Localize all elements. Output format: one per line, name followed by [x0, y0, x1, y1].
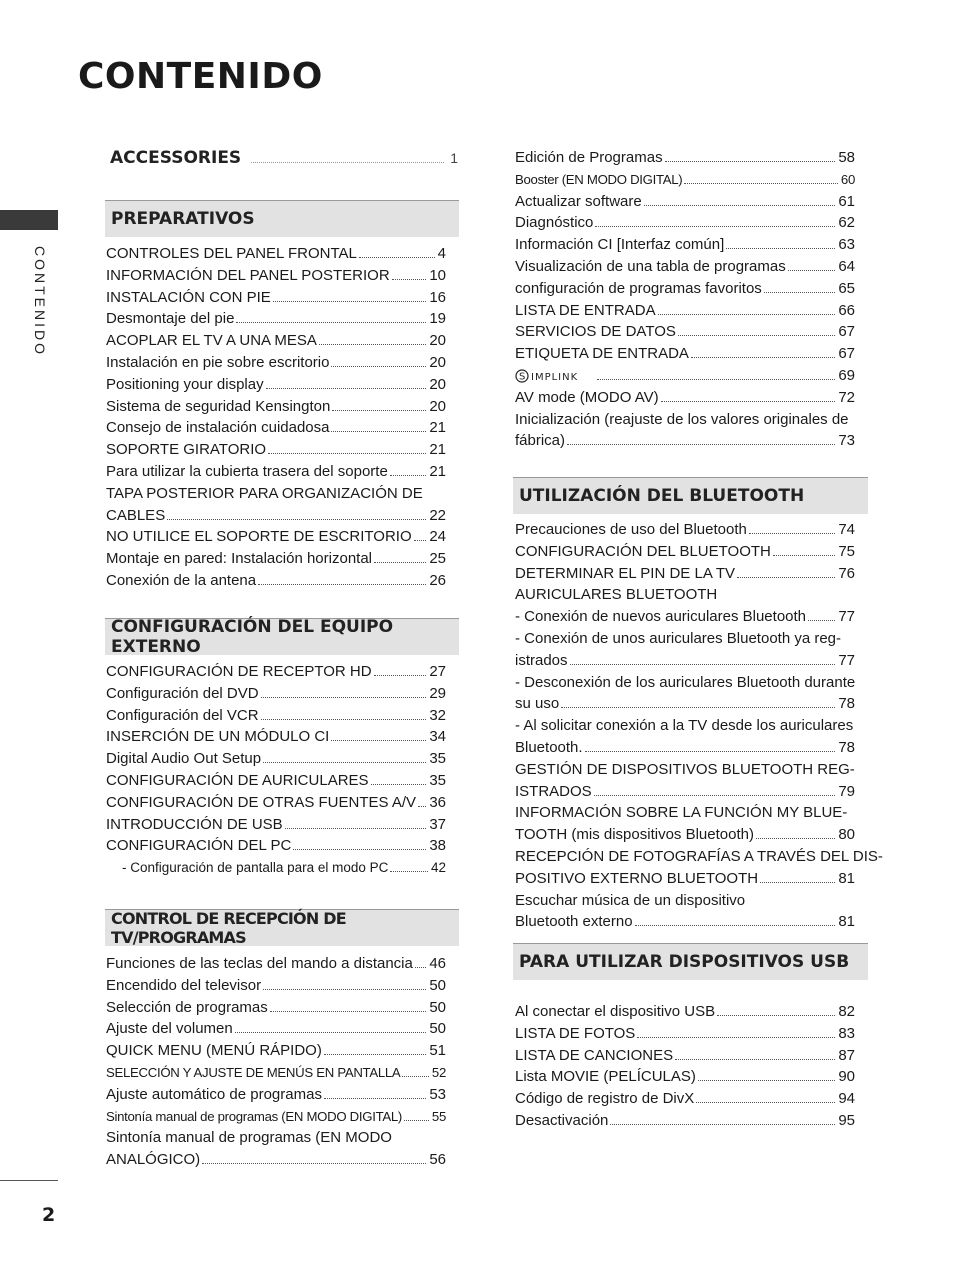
- toc-entry-accessories[interactable]: [110, 148, 458, 168]
- dot-leader: [678, 335, 835, 336]
- toc-entry-page: 38: [429, 837, 446, 855]
- dot-leader: [235, 1032, 427, 1033]
- toc-entry-page: 26: [429, 571, 446, 589]
- toc-entry[interactable]: [515, 147, 855, 169]
- toc-entry[interactable]: [515, 409, 855, 453]
- dot-leader: [251, 162, 444, 163]
- toc-entry-label: CONFIGURACIÓN DE OTRAS FUENTES A/V: [106, 793, 417, 811]
- toc-entry-label: fábrica): [515, 432, 566, 450]
- side-tab-marker: [0, 210, 58, 230]
- toc-entry-page: 21: [429, 462, 446, 480]
- toc-entry[interactable]: [106, 396, 446, 418]
- toc-entry-label: ACOPLAR EL TV A UNA MESA: [106, 332, 317, 350]
- toc-entry[interactable]: [515, 234, 855, 256]
- toc-entry[interactable]: [106, 330, 446, 352]
- dot-leader: [561, 707, 835, 708]
- toc-entry-label-line1: TAPA POSTERIOR PARA ORGANIZACIÓN DE: [106, 484, 423, 502]
- toc-entry-label: CONFIGURACIÓN DEL PC: [106, 837, 292, 855]
- toc-entry[interactable]: [106, 683, 446, 705]
- toc-entry[interactable]: [515, 1110, 855, 1132]
- section-heading-control-tv: CONTROL DE RECEPCIÓN DE TV/PROGRAMAS: [105, 909, 459, 946]
- toc-entry-page: 66: [838, 301, 855, 319]
- dot-leader: [610, 1124, 835, 1125]
- toc-entry-page: 75: [838, 542, 855, 560]
- toc-entry-label: su uso: [515, 695, 560, 713]
- toc-entry[interactable]: [106, 1062, 446, 1084]
- toc-entry-label: DETERMINAR EL PIN DE LA TV: [515, 564, 736, 582]
- toc-entry-page: 4: [437, 245, 446, 262]
- dot-leader: [749, 533, 835, 534]
- toc-entry-label-line1: Inicialización (reajuste de los valores originales de: [515, 410, 849, 428]
- page-number: 2: [42, 1204, 56, 1226]
- toc-entry-label: Digital Audio Out Setup: [106, 750, 262, 768]
- section-heading-preparativos: PREPARATIVOS: [105, 200, 459, 237]
- dot-leader: [285, 828, 427, 829]
- toc-entry-label: CONFIGURACIÓN DEL BLUETOOTH: [515, 542, 771, 560]
- toc-list-usb: [515, 1001, 855, 1132]
- toc-entry[interactable]: [106, 439, 446, 461]
- toc-entry[interactable]: [106, 661, 446, 683]
- toc-entry-label: LISTA DE ENTRADA: [515, 301, 656, 319]
- dot-leader: [261, 719, 427, 720]
- toc-entry[interactable]: [106, 548, 446, 570]
- toc-entry-label: - Conexión de nuevos auriculares Bluetooth: [515, 608, 807, 626]
- dot-leader: [258, 584, 426, 585]
- toc-entry-page: 78: [838, 695, 855, 713]
- toc-entry-label: Montaje en pared: Instalación horizontal: [106, 550, 373, 568]
- toc-entry-label: ANALÓGICO): [106, 1151, 201, 1169]
- dot-leader: [266, 388, 427, 389]
- dot-leader: [374, 675, 427, 676]
- toc-entry-label: Información CI [Interfaz común]: [515, 236, 725, 254]
- dot-leader: [371, 784, 427, 785]
- toc-entry[interactable]: [106, 997, 446, 1019]
- toc-entry-page: 20: [429, 397, 446, 415]
- toc-entry[interactable]: [515, 191, 855, 213]
- toc-entry-label: AV mode (MODO AV): [515, 388, 659, 406]
- toc-entry[interactable]: [515, 541, 855, 563]
- toc-entry-page: 77: [838, 651, 855, 669]
- toc-entry-page: 56: [429, 1151, 446, 1169]
- toc-entry-label: Bluetooth externo: [515, 913, 633, 931]
- toc-entry-label: Lista MOVIE (PELÍCULAS): [515, 1068, 696, 1086]
- toc-entry-page: 82: [838, 1003, 855, 1020]
- dot-leader: [675, 1059, 835, 1060]
- toc-entry-page: 50: [429, 1020, 446, 1038]
- toc-entry-label-line1: Sintonía manual de programas (EN MODO: [106, 1129, 392, 1147]
- toc-entry-page: 67: [838, 345, 855, 363]
- toc-entry[interactable]: [106, 570, 446, 592]
- toc-entry-page: 53: [429, 1085, 446, 1103]
- toc-entry-label: Booster (EN MODO DIGITAL): [515, 171, 683, 187]
- dot-leader: [585, 751, 836, 752]
- toc-entry-label: CONTROLES DEL PANEL FRONTAL: [106, 245, 357, 262]
- toc-entry[interactable]: [515, 563, 855, 585]
- toc-entry-label-line1: RECEPCIÓN DE FOTOGRAFÍAS A TRAVÉS DEL DIS-: [515, 847, 883, 865]
- toc-entry-label: Ajuste automático de programas: [106, 1085, 322, 1103]
- dot-leader: [696, 1102, 835, 1103]
- toc-entry-page: 10: [429, 266, 446, 284]
- toc-entry[interactable]: [515, 169, 855, 191]
- dot-leader: [392, 279, 427, 280]
- dot-leader: [270, 1011, 427, 1012]
- toc-entry-page: 73: [838, 432, 855, 450]
- toc-entry[interactable]: [106, 526, 446, 548]
- toc-entry-page: 50: [429, 976, 446, 994]
- toc-entry-page: 83: [838, 1024, 855, 1042]
- toc-entry-page: 77: [838, 608, 855, 626]
- toc-entry-page: 79: [838, 782, 855, 800]
- toc-entry[interactable]: [106, 287, 446, 309]
- toc-entry-page: 46: [429, 955, 446, 972]
- toc-entry-page: 87: [838, 1046, 855, 1064]
- toc-entry[interactable]: [106, 953, 446, 975]
- toc-entry[interactable]: [515, 890, 855, 934]
- dot-leader: [261, 697, 427, 698]
- toc-entry-page: 51: [429, 1042, 446, 1060]
- toc-entry-label: Desactivación: [515, 1111, 609, 1129]
- toc-entry[interactable]: [106, 265, 446, 287]
- toc-entry[interactable]: [515, 321, 855, 343]
- toc-entry-label: Para utilizar la cubierta trasera del soporte: [106, 462, 388, 480]
- toc-list-continuacion: [515, 147, 855, 452]
- dot-leader: [717, 1015, 835, 1016]
- toc-entry[interactable]: [515, 715, 855, 759]
- toc-entry-page: 69: [838, 366, 855, 384]
- dot-leader: [415, 967, 426, 968]
- toc-entry-label-line1: GESTIÓN DE DISPOSITIVOS BLUETOOTH REG-: [515, 760, 855, 778]
- dot-leader: [698, 1080, 835, 1081]
- svg-text:S: S: [519, 371, 526, 383]
- dot-leader: [402, 1076, 429, 1077]
- dot-leader: [595, 226, 835, 227]
- toc-entry-page: 27: [429, 663, 446, 680]
- toc-entry-page: 29: [429, 684, 446, 702]
- dot-leader: [332, 410, 426, 411]
- dot-leader: [594, 795, 836, 796]
- dot-leader: [644, 205, 836, 206]
- dot-leader: [788, 270, 836, 271]
- toc-entry-page: 24: [429, 528, 446, 546]
- simplink-logo-icon: [515, 369, 595, 383]
- toc-subheading: AURICULARES BLUETOOTH: [515, 586, 718, 604]
- dot-leader: [418, 806, 426, 807]
- toc-entry-label: Actualizar software: [515, 192, 642, 210]
- toc-entry-page: 32: [429, 706, 446, 724]
- toc-entry-label: LISTA DE CANCIONES: [515, 1046, 674, 1064]
- toc-entry-page: 94: [838, 1090, 855, 1108]
- section-heading-bluetooth: UTILIZACIÓN DEL BLUETOOTH: [513, 477, 868, 514]
- toc-entry[interactable]: [515, 519, 855, 541]
- dot-leader: [273, 301, 427, 302]
- dot-leader: [414, 540, 427, 541]
- toc-entry[interactable]: [515, 1088, 855, 1110]
- toc-entry[interactable]: [515, 212, 855, 234]
- toc-entry-label: SELECCIÓN Y AJUSTE DE MENÚS EN PANTALLA: [106, 1064, 401, 1080]
- toc-entry-label: INSERCIÓN DE UN MÓDULO CI: [106, 728, 330, 746]
- toc-entry-label: configuración de programas favoritos: [515, 279, 762, 297]
- toc-entry-page: 34: [429, 728, 446, 746]
- toc-entry-label: Selección de programas: [106, 998, 268, 1016]
- toc-entry-page: 20: [429, 375, 446, 393]
- dot-leader: [263, 989, 426, 990]
- toc-entry-label: Instalación en pie sobre escritorio: [106, 353, 330, 371]
- toc-entry-page: 25: [429, 550, 446, 568]
- toc-entry-page: 20: [429, 332, 446, 350]
- toc-entry-label: TOOTH (mis dispositivos Bluetooth): [515, 826, 754, 844]
- toc-entry-label: Al conectar el dispositivo USB: [515, 1003, 716, 1020]
- dot-leader: [319, 344, 426, 345]
- toc-entry-label-line1: - Conexión de unos auriculares Bluetooth ya reg-: [515, 629, 842, 647]
- toc-entry-page: 1: [450, 150, 458, 166]
- toc-entry[interactable]: [515, 606, 855, 628]
- toc-entry[interactable]: [106, 748, 446, 770]
- dot-leader: [691, 357, 835, 358]
- dot-leader: [764, 292, 836, 293]
- toc-entry-label: POSITIVO EXTERNO BLUETOOTH: [515, 869, 759, 887]
- toc-entry-page: 52: [431, 1064, 446, 1080]
- toc-entry-label: CONFIGURACIÓN DE AURICULARES: [106, 771, 369, 789]
- dot-leader: [202, 1163, 426, 1164]
- toc-entry-page: 61: [838, 192, 855, 210]
- toc-entry-label: Bluetooth.: [515, 738, 583, 756]
- toc-entry-page: 58: [838, 149, 855, 166]
- toc-entry[interactable]: [515, 672, 855, 716]
- toc-entry[interactable]: [515, 759, 855, 803]
- dot-leader: [374, 562, 426, 563]
- toc-entry[interactable]: [515, 365, 855, 387]
- dot-leader: [737, 577, 835, 578]
- toc-entry[interactable]: [106, 1127, 446, 1171]
- toc-entry-label-line1: Escuchar música de un dispositivo: [515, 891, 746, 909]
- toc-entry[interactable]: [515, 387, 855, 409]
- page-title: CONTENIDO: [78, 56, 323, 97]
- toc-entry-page: 35: [429, 750, 446, 768]
- toc-entry-page: 64: [838, 257, 855, 275]
- toc-entry[interactable]: [515, 343, 855, 365]
- toc-entry-label: Código de registro de DivX: [515, 1090, 695, 1108]
- toc-entry[interactable]: [515, 802, 855, 846]
- toc-entry-page: 22: [429, 506, 446, 524]
- toc-entry[interactable]: [106, 835, 446, 857]
- dot-leader: [236, 322, 426, 323]
- toc-entry-label-line1: - Desconexión de los auriculares Bluetooth durante: [515, 673, 856, 691]
- toc-entry-label: INTRODUCCIÓN DE USB: [106, 815, 283, 833]
- dot-leader: [760, 882, 835, 883]
- dot-leader: [637, 1037, 835, 1038]
- toc-entry-page: 35: [429, 771, 446, 789]
- toc-entry: [515, 584, 855, 606]
- toc-entry[interactable]: [106, 726, 446, 748]
- toc-entry-label: Sistema de seguridad Kensington: [106, 397, 331, 415]
- side-tab-label: CONTENIDO: [32, 246, 48, 357]
- dot-leader: [390, 871, 428, 872]
- toc-entry-page: 80: [838, 826, 855, 844]
- toc-entry-page: 42: [430, 860, 446, 876]
- toc-entry-page: 81: [838, 869, 855, 887]
- toc-entry-label: - Configuración de pantalla para el modo PC: [122, 860, 389, 876]
- toc-entry-page: 19: [429, 310, 446, 328]
- toc-entry-label-line1: INFORMACIÓN SOBRE LA FUNCIÓN MY BLUE-: [515, 804, 848, 822]
- dot-leader: [773, 555, 835, 556]
- toc-entry[interactable]: [515, 846, 883, 890]
- toc-entry[interactable]: [106, 975, 446, 997]
- toc-entry[interactable]: [106, 352, 446, 374]
- dot-leader: [331, 431, 426, 432]
- dot-leader: [331, 740, 426, 741]
- toc-entry[interactable]: [515, 1066, 855, 1088]
- toc-entry-page: 20: [429, 353, 446, 371]
- toc-entry-label: ETIQUETA DE ENTRADA: [515, 345, 689, 363]
- dot-leader: [404, 1120, 429, 1121]
- dot-leader: [726, 248, 835, 249]
- toc-entry[interactable]: [106, 417, 446, 439]
- toc-entry[interactable]: [106, 814, 446, 836]
- toc-entry-label: Edición de Programas: [515, 149, 663, 166]
- toc-entry-page: 62: [838, 214, 855, 232]
- dot-leader: [665, 161, 836, 162]
- toc-list-equipo-externo: [106, 661, 446, 879]
- toc-entry[interactable]: [106, 770, 446, 792]
- dot-leader: [293, 849, 426, 850]
- dot-leader: [331, 366, 426, 367]
- toc-entry-label: Conexión de la antena: [106, 571, 257, 589]
- toc-entry-page: 50: [429, 998, 446, 1016]
- toc-entry-label: Visualización de una tabla de programas: [515, 257, 786, 275]
- toc-entry-label: ISTRADOS: [515, 782, 592, 800]
- toc-entry-label: Desmontaje del pie: [106, 310, 235, 328]
- toc-entry-page: 78: [838, 738, 855, 756]
- toc-entry[interactable]: [106, 1040, 446, 1062]
- toc-entry[interactable]: [106, 461, 446, 483]
- toc-entry-page: 74: [838, 521, 855, 538]
- toc-entry[interactable]: [106, 243, 446, 265]
- toc-entry-label: Configuración del DVD: [106, 684, 259, 702]
- toc-entry[interactable]: [515, 1045, 855, 1067]
- toc-entry-label: Funciones de las teclas del mando a distancia: [106, 955, 413, 972]
- dot-leader: [661, 401, 836, 402]
- toc-entry-page: 21: [429, 441, 446, 459]
- toc-entry-page: 76: [838, 564, 855, 582]
- toc-entry-label-line1: - Al solicitar conexión a la TV desde los auriculares: [515, 717, 854, 735]
- toc-entry[interactable]: [515, 256, 855, 278]
- toc-entry-label: Sintonía manual de programas (EN MODO DIGITAL): [106, 1108, 402, 1124]
- dot-leader: [324, 1098, 426, 1099]
- toc-list-preparativos: [106, 243, 446, 592]
- dot-leader: [359, 257, 435, 258]
- toc-entry-page: 90: [838, 1068, 855, 1086]
- toc-entry[interactable]: [515, 1023, 855, 1045]
- toc-entry[interactable]: [106, 308, 446, 330]
- toc-entry-page: 16: [429, 288, 446, 306]
- toc-entry-label: Positioning your display: [106, 375, 264, 393]
- dot-leader: [390, 475, 427, 476]
- dot-leader: [635, 925, 836, 926]
- svg-text:IMPLINK: IMPLINK: [531, 372, 579, 383]
- toc-entry-page: 37: [429, 815, 446, 833]
- dot-leader: [263, 762, 426, 763]
- dot-leader: [567, 444, 835, 445]
- toc-entry-page: 81: [838, 913, 855, 931]
- toc-entry[interactable]: [515, 278, 855, 300]
- toc-entry-label: Ajuste del volumen: [106, 1020, 233, 1038]
- simplink-logo: [515, 365, 595, 387]
- toc-entry-page: 36: [429, 793, 446, 811]
- dot-leader: [597, 379, 835, 380]
- toc-entry-label: ACCESSORIES: [110, 148, 242, 168]
- dot-leader: [684, 183, 838, 184]
- toc-entry[interactable]: [106, 1084, 446, 1106]
- toc-entry[interactable]: [106, 705, 446, 727]
- toc-entry-label: NO UTILICE EL SOPORTE DE ESCRITORIO: [106, 528, 412, 546]
- toc-entry-label: Diagnóstico: [515, 214, 594, 232]
- toc-entry[interactable]: [515, 1001, 855, 1023]
- toc-entry[interactable]: [106, 483, 446, 527]
- toc-entry-page: 72: [838, 388, 855, 406]
- toc-entry-label: QUICK MENU (MENÚ RÁPIDO): [106, 1042, 322, 1060]
- toc-list-control-tv: [106, 953, 446, 1171]
- dot-leader: [658, 314, 836, 315]
- toc-entry-page: 67: [838, 323, 855, 341]
- toc-entry[interactable]: [106, 374, 446, 396]
- footer-rule: [0, 1180, 58, 1181]
- toc-entry-label: SOPORTE GIRATORIO: [106, 441, 267, 459]
- toc-entry-label: CONFIGURACIÓN DE RECEPTOR HD: [106, 663, 372, 680]
- dot-leader: [756, 838, 835, 839]
- section-heading-equipo-externo: CONFIGURACIÓN DEL EQUIPO EXTERNO: [105, 618, 459, 655]
- toc-entry-label: INFORMACIÓN DEL PANEL POSTERIOR: [106, 266, 390, 284]
- toc-entry-label: Configuración del VCR: [106, 706, 259, 724]
- toc-entry[interactable]: [106, 1018, 446, 1040]
- toc-entry-label: Consejo de instalación cuidadosa: [106, 419, 330, 437]
- toc-entry[interactable]: [106, 1106, 446, 1128]
- toc-entry-label: istrados: [515, 651, 568, 669]
- toc-entry-page: 55: [431, 1108, 446, 1124]
- toc-entry[interactable]: [106, 857, 446, 879]
- toc-entry-page: 95: [838, 1111, 855, 1129]
- toc-entry[interactable]: [515, 628, 855, 672]
- toc-entry-label: INSTALACIÓN CON PIE: [106, 288, 271, 306]
- toc-entry-label: Encendido del televisor: [106, 976, 262, 994]
- toc-entry-page: 65: [838, 279, 855, 297]
- section-heading-usb: PARA UTILIZAR DISPOSITIVOS USB: [513, 943, 868, 980]
- dot-leader: [324, 1054, 426, 1055]
- dot-leader: [167, 519, 426, 520]
- toc-entry-page: 21: [429, 419, 446, 437]
- dot-leader: [808, 620, 835, 621]
- toc-entry-label: CABLES: [106, 506, 166, 524]
- toc-entry-page: 63: [838, 236, 855, 254]
- dot-leader: [570, 664, 836, 665]
- dot-leader: [268, 453, 426, 454]
- toc-entry[interactable]: [515, 300, 855, 322]
- toc-entry-label: SERVICIOS DE DATOS: [515, 323, 676, 341]
- toc-entry[interactable]: [106, 792, 446, 814]
- toc-list-bluetooth: [515, 519, 883, 933]
- toc-entry-page: 60: [840, 171, 855, 187]
- toc-entry-label: LISTA DE FOTOS: [515, 1024, 636, 1042]
- toc-entry-label: Precauciones de uso del Bluetooth: [515, 521, 747, 538]
